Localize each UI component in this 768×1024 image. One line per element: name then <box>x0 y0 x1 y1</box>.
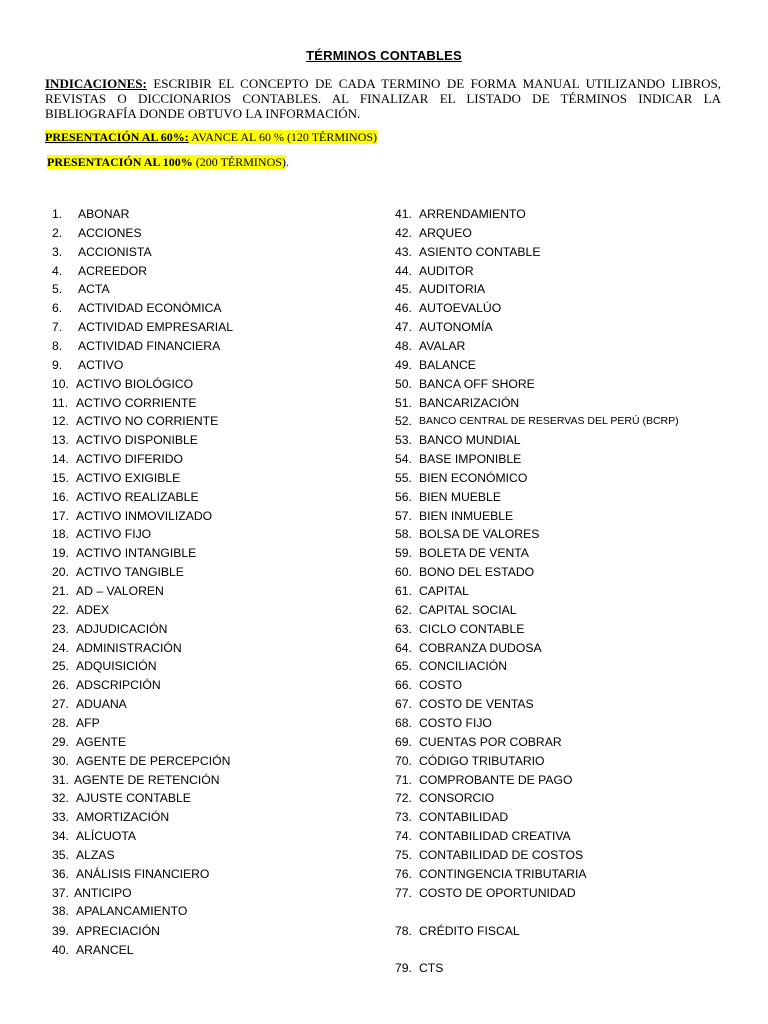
term-name: ANTICIPO <box>74 885 132 900</box>
list-item <box>52 790 191 806</box>
list-item <box>395 244 541 260</box>
term-name: CAPITAL SOCIAL <box>419 602 517 617</box>
term-name: CONCILIACIÓN <box>419 659 508 674</box>
term-name: ACTA <box>78 282 110 297</box>
term-name: ACTIVO DISPONIBLE <box>76 433 198 448</box>
term-number: 19. <box>52 546 69 561</box>
term-number: 25. <box>52 659 69 674</box>
list-item <box>52 526 152 542</box>
list-item <box>52 413 219 429</box>
list-item <box>395 960 444 976</box>
term-number: 72. <box>395 791 412 806</box>
term-name: CONTABILIDAD DE COSTOS <box>419 847 584 862</box>
term-number: 39. <box>52 924 69 938</box>
term-number: 32. <box>52 791 69 806</box>
list-item <box>395 809 509 825</box>
list-item <box>52 489 199 505</box>
term-number: 67. <box>395 697 412 712</box>
term-number: 63. <box>395 621 412 636</box>
term-number: 5. <box>52 282 63 297</box>
term-name: COMPROBANTE DE PAGO <box>419 772 573 787</box>
term-number: 78. <box>395 924 412 938</box>
term-name: AUTONOMÍA <box>419 320 493 335</box>
term-number: 37. <box>52 885 69 900</box>
list-item <box>52 583 164 599</box>
presentation-100-label: PRESENTACIÓN AL 100% <box>47 155 193 169</box>
list-item <box>395 772 573 788</box>
list-item <box>52 715 100 731</box>
list-item <box>52 809 170 825</box>
term-number: 6. <box>52 301 63 316</box>
list-item <box>395 677 463 693</box>
list-item <box>52 753 231 769</box>
term-name: BANCA OFF SHORE <box>419 376 535 391</box>
term-number: 8. <box>52 338 63 353</box>
term-number: 12. <box>52 414 69 429</box>
list-item <box>52 564 184 580</box>
term-number: 59. <box>395 546 412 561</box>
term-name: BANCO MUNDIAL <box>419 433 521 448</box>
term-name: AGENTE DE RETENCIÓN <box>74 772 220 787</box>
list-item <box>52 885 132 901</box>
term-name: ACTIVO TANGIBLE <box>76 565 184 580</box>
term-name: AUDITORIA <box>419 282 486 297</box>
term-number: 51. <box>395 395 412 410</box>
term-name: CÓDIGO TRIBUTARIO <box>419 753 545 768</box>
term-number: 40. <box>52 943 69 957</box>
presentation-60-line <box>45 130 377 145</box>
list-item <box>52 734 127 750</box>
term-name: BALANCE <box>419 357 476 372</box>
term-number: 43. <box>395 244 412 259</box>
list-item <box>395 413 679 429</box>
list-item <box>395 847 584 863</box>
term-name: BONO DEL ESTADO <box>419 565 535 580</box>
term-name: ABONAR <box>78 207 130 221</box>
list-item <box>52 206 130 222</box>
term-name: ACCIONES <box>78 225 142 240</box>
term-number: 24. <box>52 640 69 655</box>
term-name: ACTIVO BIOLÓGICO <box>76 376 194 391</box>
term-name: CONTABILIDAD CREATIVA <box>419 829 571 844</box>
term-name: CONTINGENCIA TRIBUTARIA <box>419 866 587 881</box>
list-item <box>395 526 540 542</box>
term-number: 34. <box>52 829 69 844</box>
term-name: AJUSTE CONTABLE <box>76 791 191 806</box>
term-name: COBRANZA DUDOSA <box>419 640 542 655</box>
term-number: 69. <box>395 734 412 749</box>
presentation-100-line <box>47 155 289 170</box>
list-item <box>395 489 501 505</box>
term-number: 31. <box>52 772 69 787</box>
list-item <box>395 734 562 750</box>
term-name: ADQUISICIÓN <box>76 659 157 674</box>
list-item <box>52 338 221 354</box>
term-number: 4. <box>52 263 63 278</box>
list-item <box>52 263 148 279</box>
term-number: 57. <box>395 508 412 523</box>
term-name: CTS <box>419 961 444 975</box>
term-name: ADUANA <box>76 697 127 712</box>
term-name: ACTIVO NO CORRIENTE <box>76 414 219 429</box>
term-number: 79. <box>395 961 412 975</box>
term-number: 17. <box>52 508 69 523</box>
term-name: ACTIVO EXIGIBLE <box>76 470 181 485</box>
term-number: 38. <box>52 904 69 919</box>
term-number: 76. <box>395 866 412 881</box>
term-name: CICLO CONTABLE <box>419 621 525 636</box>
list-item <box>52 677 161 693</box>
term-name: ALÍCUOTA <box>76 829 137 844</box>
list-item <box>395 470 528 486</box>
term-number: 61. <box>395 584 412 598</box>
term-name: AGENTE <box>76 734 127 749</box>
list-item <box>52 451 183 467</box>
term-number: 1. <box>52 207 63 221</box>
term-name: COSTO DE VENTAS <box>419 697 534 712</box>
term-name: AUDITOR <box>419 263 474 278</box>
list-item <box>395 583 469 599</box>
list-item <box>395 508 514 524</box>
term-name: ARQUEO <box>419 225 472 240</box>
term-name: BIEN ECONÓMICO <box>419 470 528 485</box>
list-item <box>52 545 197 561</box>
term-number: 77. <box>395 885 412 900</box>
list-item <box>395 696 534 712</box>
list-item <box>52 696 127 712</box>
list-item <box>52 395 197 411</box>
term-name: ACREEDOR <box>78 263 148 278</box>
list-item <box>52 281 110 297</box>
term-name: CAPITAL <box>419 584 469 598</box>
term-number: 46. <box>395 301 412 316</box>
list-item <box>52 300 222 316</box>
term-number: 58. <box>395 527 412 542</box>
list-item <box>395 319 493 335</box>
term-number: 50. <box>395 376 412 391</box>
term-number: 65. <box>395 659 412 674</box>
term-name: ACTIVO INTANGIBLE <box>76 546 197 561</box>
list-item <box>52 942 134 958</box>
term-name: BOLETA DE VENTA <box>419 546 529 561</box>
term-number: 16. <box>52 489 69 504</box>
term-name: ANÁLISIS FINANCIERO <box>76 866 210 881</box>
term-name: COSTO FIJO <box>419 715 492 730</box>
term-number: 35. <box>52 847 69 862</box>
list-item <box>395 263 474 279</box>
presentation-100-text: (200 TÉRMINOS) <box>192 155 286 169</box>
list-item <box>395 790 495 806</box>
list-item <box>52 508 213 524</box>
term-number: 10. <box>52 376 69 391</box>
term-number: 21. <box>52 584 69 598</box>
term-name: COSTO DE OPORTUNIDAD <box>419 885 576 900</box>
term-number: 47. <box>395 320 412 335</box>
list-item <box>395 300 502 316</box>
list-item <box>52 376 194 392</box>
term-number: 52. <box>395 414 412 429</box>
list-item <box>395 451 522 467</box>
document-title: TÉRMINOS CONTABLES <box>306 48 462 63</box>
presentation-60-label: PRESENTACIÓN AL 60%: <box>45 130 189 144</box>
list-item <box>52 602 110 618</box>
term-number: 66. <box>395 678 412 693</box>
term-name: ADEX <box>76 602 110 617</box>
list-item <box>395 753 545 769</box>
term-name: ARRENDAMIENTO <box>419 207 526 221</box>
term-number: 15. <box>52 470 69 485</box>
term-name: AVALAR <box>419 338 466 353</box>
term-name: ACTIVIDAD FINANCIERA <box>78 338 221 353</box>
term-name: BIEN INMUEBLE <box>419 508 514 523</box>
term-number: 45. <box>395 282 412 297</box>
list-item <box>52 357 124 373</box>
term-number: 18. <box>52 527 69 542</box>
term-name: ACTIVO REALIZABLE <box>76 489 199 504</box>
term-name: ADJUDICACIÓN <box>76 621 168 636</box>
term-number: 27. <box>52 697 69 712</box>
term-number: 33. <box>52 810 69 825</box>
term-name: ACTIVO INMOVILIZADO <box>76 508 213 523</box>
list-item <box>52 621 168 637</box>
list-item <box>395 281 486 297</box>
term-number: 73. <box>395 810 412 825</box>
list-item <box>395 923 520 939</box>
term-number: 70. <box>395 753 412 768</box>
term-number: 22. <box>52 602 69 617</box>
term-name: BASE IMPONIBLE <box>419 452 522 467</box>
list-item <box>395 545 529 561</box>
term-number: 53. <box>395 433 412 448</box>
term-name: ACTIVIDAD ECONÓMICA <box>78 301 222 316</box>
list-item <box>395 621 525 637</box>
list-item <box>395 564 535 580</box>
term-name: AUTOEVALÚO <box>419 301 502 316</box>
term-number: 20. <box>52 565 69 580</box>
term-number: 49. <box>395 357 412 372</box>
term-number: 64. <box>395 640 412 655</box>
term-name: ADMINISTRACIÓN <box>76 640 182 655</box>
term-number: 26. <box>52 678 69 693</box>
term-number: 48. <box>395 338 412 353</box>
term-name: BANCARIZACIÓN <box>419 395 520 410</box>
term-number: 36. <box>52 866 69 881</box>
term-number: 74. <box>395 829 412 844</box>
term-number: 55. <box>395 470 412 485</box>
list-item <box>395 866 587 882</box>
term-name: AFP <box>76 715 100 730</box>
list-item <box>52 319 234 335</box>
list-item <box>395 376 535 392</box>
list-item <box>395 225 472 241</box>
list-item <box>52 432 198 448</box>
term-name: BANCO CENTRAL DE RESERVAS DEL PERÚ (BCRP) <box>419 415 679 428</box>
instructions-text: ESCRIBIR EL CONCEPTO DE CADA TERMINO DE FORMA MANUAL UTILIZANDO LIBROS, REVISTAS O DICCIONARIOS CONTABLES. AL FINALIZAR EL LISTADO DE TÉRMINOS INDICAR LA BIBLIOGRAFÍA DONDE OBTUVO LA INFORMACIÓN. <box>45 76 721 121</box>
term-name: AMORTIZACIÓN <box>76 810 170 825</box>
list-item <box>395 206 526 222</box>
list-item <box>52 244 152 260</box>
term-number: 41. <box>395 207 412 221</box>
term-name: ACTIVIDAD EMPRESARIAL <box>78 320 234 335</box>
list-item <box>395 602 517 618</box>
list-item <box>395 658 508 674</box>
list-item <box>395 640 542 656</box>
term-number: 11. <box>52 395 69 410</box>
list-item <box>52 640 182 656</box>
list-item <box>395 357 476 373</box>
term-number: 3. <box>52 244 63 259</box>
list-item <box>52 658 157 674</box>
list-item <box>52 903 188 919</box>
list-item <box>395 432 521 448</box>
instructions-paragraph <box>45 76 721 121</box>
term-number: 14. <box>52 452 69 467</box>
term-number: 71. <box>395 772 412 787</box>
list-item <box>52 470 181 486</box>
term-number: 54. <box>395 452 412 467</box>
term-number: 9. <box>52 357 63 372</box>
presentation-100-period: . <box>285 155 289 169</box>
term-name: CRÉDITO FISCAL <box>419 924 520 938</box>
term-number: 2. <box>52 225 63 240</box>
term-number: 60. <box>395 565 412 580</box>
term-name: ACTIVO FIJO <box>76 527 152 542</box>
term-number: 42. <box>395 225 412 240</box>
instructions-label: INDICACIONES: <box>45 76 147 91</box>
term-name: APRECIACIÓN <box>76 924 160 938</box>
term-name: ACTIVO <box>78 357 124 372</box>
list-item <box>395 338 466 354</box>
term-name: BOLSA DE VALORES <box>419 527 540 542</box>
term-number: 13. <box>52 433 69 448</box>
term-number: 68. <box>395 715 412 730</box>
term-name: ALZAS <box>76 847 115 862</box>
list-item <box>52 923 160 939</box>
term-name: ARANCEL <box>76 943 134 957</box>
term-number: 29. <box>52 734 69 749</box>
term-number: 75. <box>395 847 412 862</box>
term-name: CUENTAS POR COBRAR <box>419 734 562 749</box>
term-name: CONTABILIDAD <box>419 810 509 825</box>
term-number: 56. <box>395 489 412 504</box>
list-item <box>52 847 115 863</box>
term-number: 30. <box>52 753 69 768</box>
list-item <box>52 866 210 882</box>
list-item <box>395 715 492 731</box>
term-name: ACCIONISTA <box>78 244 152 259</box>
term-number: 23. <box>52 621 69 636</box>
presentation-60-text: AVANCE AL 60 % (120 TÉRMINOS) <box>188 130 378 144</box>
term-number: 28. <box>52 715 69 730</box>
list-item <box>52 828 137 844</box>
list-item <box>52 225 142 241</box>
term-name: CONSORCIO <box>419 791 495 806</box>
term-number: 44. <box>395 263 412 278</box>
term-name: ADSCRIPCIÓN <box>76 678 161 693</box>
term-number: 62. <box>395 602 412 617</box>
term-name: BIEN MUEBLE <box>419 489 501 504</box>
term-name: ASIENTO CONTABLE <box>419 244 541 259</box>
list-item <box>395 395 520 411</box>
term-name: COSTO <box>419 678 463 693</box>
list-item <box>395 828 571 844</box>
term-number: 7. <box>52 320 63 335</box>
list-item <box>52 772 220 788</box>
term-name: AGENTE DE PERCEPCIÓN <box>76 753 231 768</box>
term-name: ACTIVO CORRIENTE <box>76 395 197 410</box>
term-name: APALANCAMIENTO <box>76 904 188 919</box>
list-item <box>395 885 576 901</box>
term-name: AD – VALOREN <box>76 584 164 598</box>
term-name: ACTIVO DIFERIDO <box>76 452 183 467</box>
